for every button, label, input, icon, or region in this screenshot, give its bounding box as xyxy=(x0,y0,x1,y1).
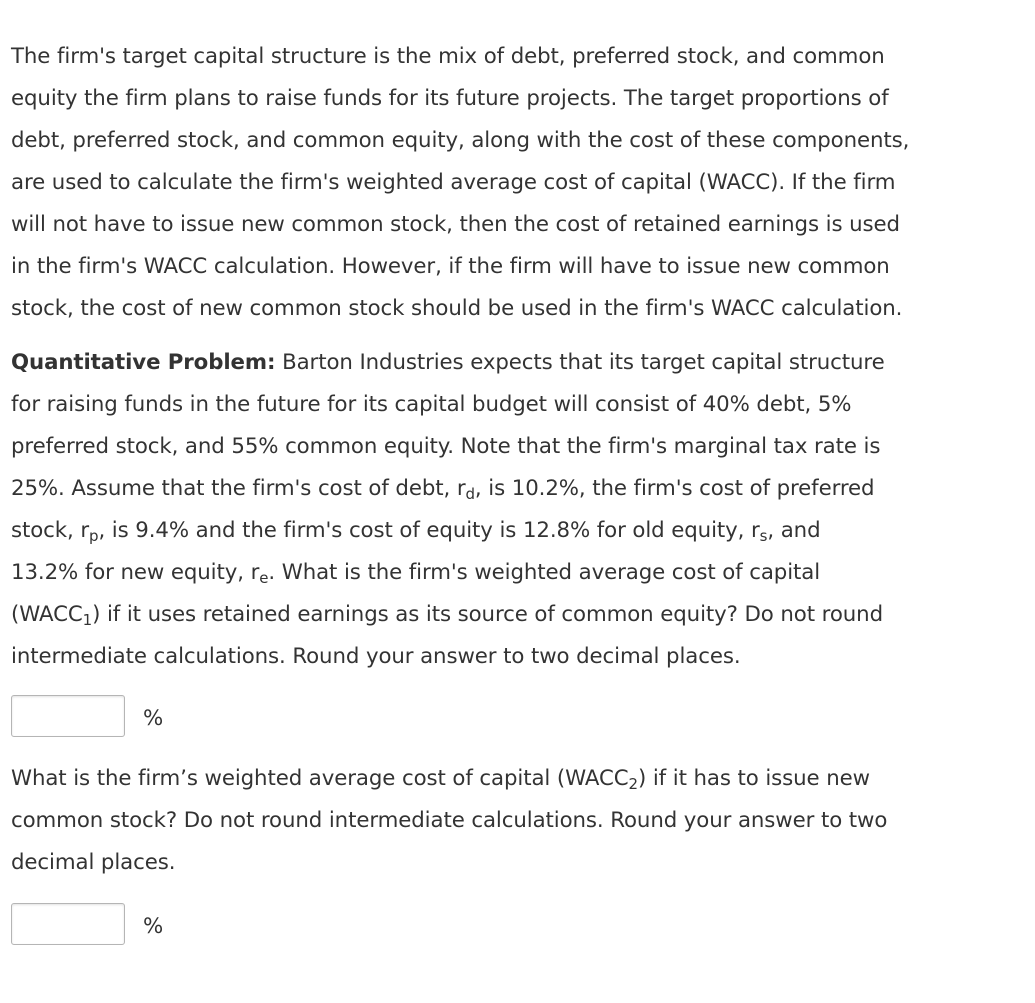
subscript-p: p xyxy=(89,527,99,545)
intro-line: debt, preferred stock, and common equity, along with the cost of these components, xyxy=(11,128,910,153)
intro-line: equity the firm plans to raise funds for its future projects. The target proportions of xyxy=(11,86,889,111)
wacc1-input[interactable] xyxy=(11,695,125,737)
problem-line: intermediate calculations. Round your answer to two decimal places. xyxy=(11,644,741,669)
question2-paragraph xyxy=(11,758,1033,884)
question-content xyxy=(11,36,1033,948)
question2-line: decimal places. xyxy=(11,850,176,875)
intro-line: stock, the cost of new common stock should be used in the firm's WACC calculation. xyxy=(11,296,903,321)
subscript-2: 2 xyxy=(628,775,638,793)
intro-line: in the firm's WACC calculation. However, if the firm will have to issue new common xyxy=(11,254,890,279)
subscript-s: s xyxy=(759,527,768,545)
answer-row-wacc1 xyxy=(11,692,1033,740)
intro-line: The firm's target capital structure is the mix of debt, preferred stock, and common xyxy=(11,44,885,69)
problem-line: preferred stock, and 55% common equity. Note that the firm's marginal tax rate is xyxy=(11,434,881,459)
percent-unit: % xyxy=(143,913,164,939)
subscript-1: 1 xyxy=(82,611,93,629)
problem-line: Quantitative Problem: Barton Industries expects that its target capital structure xyxy=(11,350,885,375)
problem-line: for raising funds in the future for its capital budget will consist of 40% debt, 5% xyxy=(11,392,852,417)
question2-line: What is the firm’s weighted average cost of capital $(WACC_2)$ if it has to issue new xyxy=(11,766,870,793)
wacc2-input[interactable] xyxy=(11,903,125,945)
subscript-d: d xyxy=(465,485,475,503)
problem-line: 13.2% for new equity, $r_e$. What is the firm's weighted average cost of capital xyxy=(11,560,821,587)
problem-line: $(WACC_1)$ if it uses retained earnings as its source of common equity? Do not round xyxy=(11,602,883,629)
intro-line: will not have to issue new common stock, then the cost of retained earnings is used xyxy=(11,212,900,237)
question2-line: common stock? Do not round intermediate calculations. Round your answer to two xyxy=(11,808,888,833)
problem-line: 25%. Assume that the firm's cost of debt, $r_d$, is 10.2%, the firm's cost of preferred xyxy=(11,476,875,503)
problem-line: stock, $r_p$, is 9.4% and the firm's cost of equity is 12.8% for old equity, $r_s$, and xyxy=(11,518,821,545)
answer-row-wacc2 xyxy=(11,900,1033,948)
subscript-e: e xyxy=(259,569,269,587)
intro-line: are used to calculate the firm's weighted average cost of capital (WACC). If the firm xyxy=(11,170,896,195)
intro-paragraph xyxy=(11,36,1033,330)
percent-unit: % xyxy=(143,705,164,731)
problem-paragraph xyxy=(11,342,1033,678)
problem-label: Quantitative Problem: xyxy=(11,350,276,375)
